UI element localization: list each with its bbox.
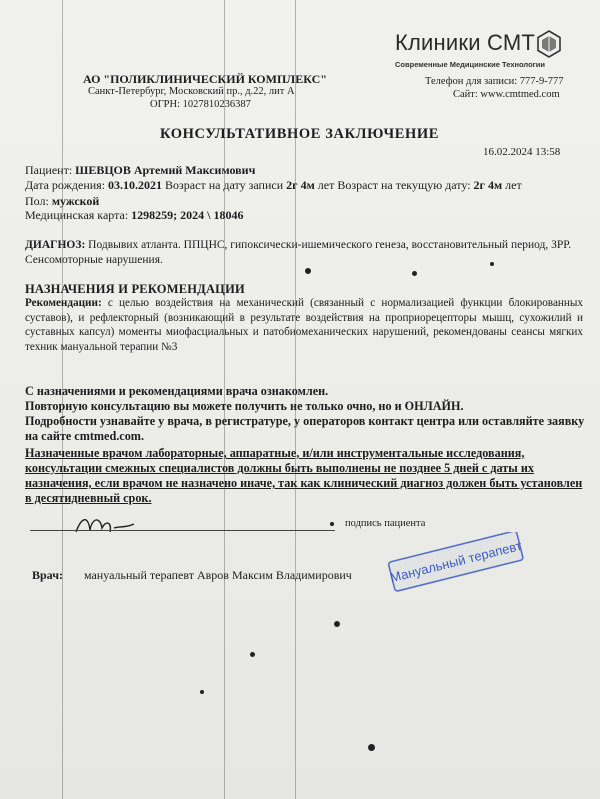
card-label: Медицинская карта: [25, 208, 129, 222]
contact-phone: Телефон для записи: 777-9-777 [425, 76, 564, 87]
scan-speck [250, 652, 255, 657]
age-suffix: лет [505, 178, 522, 192]
document-title: КОНСУЛЬТАТИВНОЕ ЗАКЛЮЧЕНИЕ [160, 126, 439, 142]
doctor-line [32, 568, 352, 583]
doctor-label: Врач: [32, 568, 63, 582]
diagnosis-text: Подвывих атланта. ППЦНС, гипоксически-ишемического генеза, восстановительный период, ЗРР. Сенсомоторные нарушения. [25, 239, 572, 266]
patient-name: ШЕВЦОВ Артемий Максимович [75, 163, 256, 177]
scan-speck [412, 271, 417, 276]
birth-label: Дата рождения: [25, 178, 106, 192]
notice-warning: Назначенные врачом лабораторные, аппаратные, и/или инструментальные исследования, консультации смежных специалистов должны быть выполнены не позднее 5 дней с даты их назначения, если врачом не назначено иначе, так как клинический диагноз должен быть установлен в десятидневный срок. [25, 446, 583, 505]
scan-streak [295, 0, 296, 799]
scan-streak [62, 0, 63, 799]
birth-line [25, 178, 522, 193]
scan-speck [334, 621, 340, 627]
age-visit-label: Возраст на дату записи [165, 178, 284, 192]
org-ogrn: ОГРН: 1027810236387 [150, 99, 251, 110]
clinic-logo-name: Клиники СМТ [395, 30, 536, 55]
age-now-label: лет Возраст на текущую дату: [317, 178, 471, 192]
patient-signature-scribble [70, 510, 140, 540]
recommendations [25, 296, 583, 354]
notice-line-1: С назначениями и рекомендациями врача ознакомлен. [25, 384, 329, 398]
clinic-logo-tagline: Современные Медицинские Технологии [395, 60, 545, 69]
diagnosis [25, 238, 580, 268]
diagnosis-label: ДИАГНОЗ: [25, 239, 86, 251]
document-datetime: 16.02.2024 13:58 [483, 146, 561, 158]
org-name: АО "ПОЛИКЛИНИЧЕСКИЙ КОМПЛЕКС" [83, 72, 327, 86]
contact-site: Сайт: www.cmtmed.com [453, 89, 560, 100]
signature-label: подпись пациента [345, 518, 426, 529]
recommendations-text: с целью воздействия на механический (связанный с нормализацией функции блокированных суставов), и рефлекторный (возникающий в результате воздействия на проприорецепторы мышц, сухожилий и суставных капсул) моменты миофасциальных и патобиомеханических нарушений, рекомендованы сеансы мягких техник мануальной терапии №3 [25, 297, 583, 353]
sex-value: мужской [51, 194, 100, 208]
scan-speck [330, 522, 334, 526]
doctor-stamp-text: Мануальный терапевт [388, 537, 524, 586]
doctor-stamp [382, 532, 530, 592]
doctor-name: мануальный терапевт Авров Максим Владимирович [83, 568, 352, 582]
scan-speck [368, 744, 375, 751]
clinic-logo-icon [535, 30, 563, 58]
card-value: 1298259; 2024 \ 18046 [131, 208, 244, 222]
age-now: 2г 4м [473, 178, 503, 192]
org-address: Санкт-Петербург, Московский пр., д.22, лит А [88, 86, 295, 97]
signature-line [30, 530, 335, 531]
sex-label: Пол: [25, 194, 49, 208]
patient-label: Пациент: [25, 163, 73, 177]
scan-streak [224, 0, 225, 799]
age-visit: 2г 4м [286, 178, 315, 192]
card-line [25, 208, 244, 223]
scan-speck [490, 262, 494, 266]
patient-line [25, 163, 255, 178]
notice-block [25, 384, 590, 444]
recommendations-label: Рекомендации: [25, 297, 102, 309]
prescriptions-title: НАЗНАЧЕНИЯ И РЕКОМЕНДАЦИИ [25, 282, 245, 296]
notice-line-2: Повторную консультацию вы можете получить не только очно, но и ОНЛАЙН. [25, 399, 464, 413]
scan-speck [200, 690, 204, 694]
notice-line-3: Подробности узнавайте у врача, в регистратуре, у операторов контакт центра или оставляйте заявку на сайте cmtmed.com. [25, 414, 585, 443]
birth-date: 03.10.2021 [108, 178, 163, 192]
scan-speck [305, 268, 311, 274]
